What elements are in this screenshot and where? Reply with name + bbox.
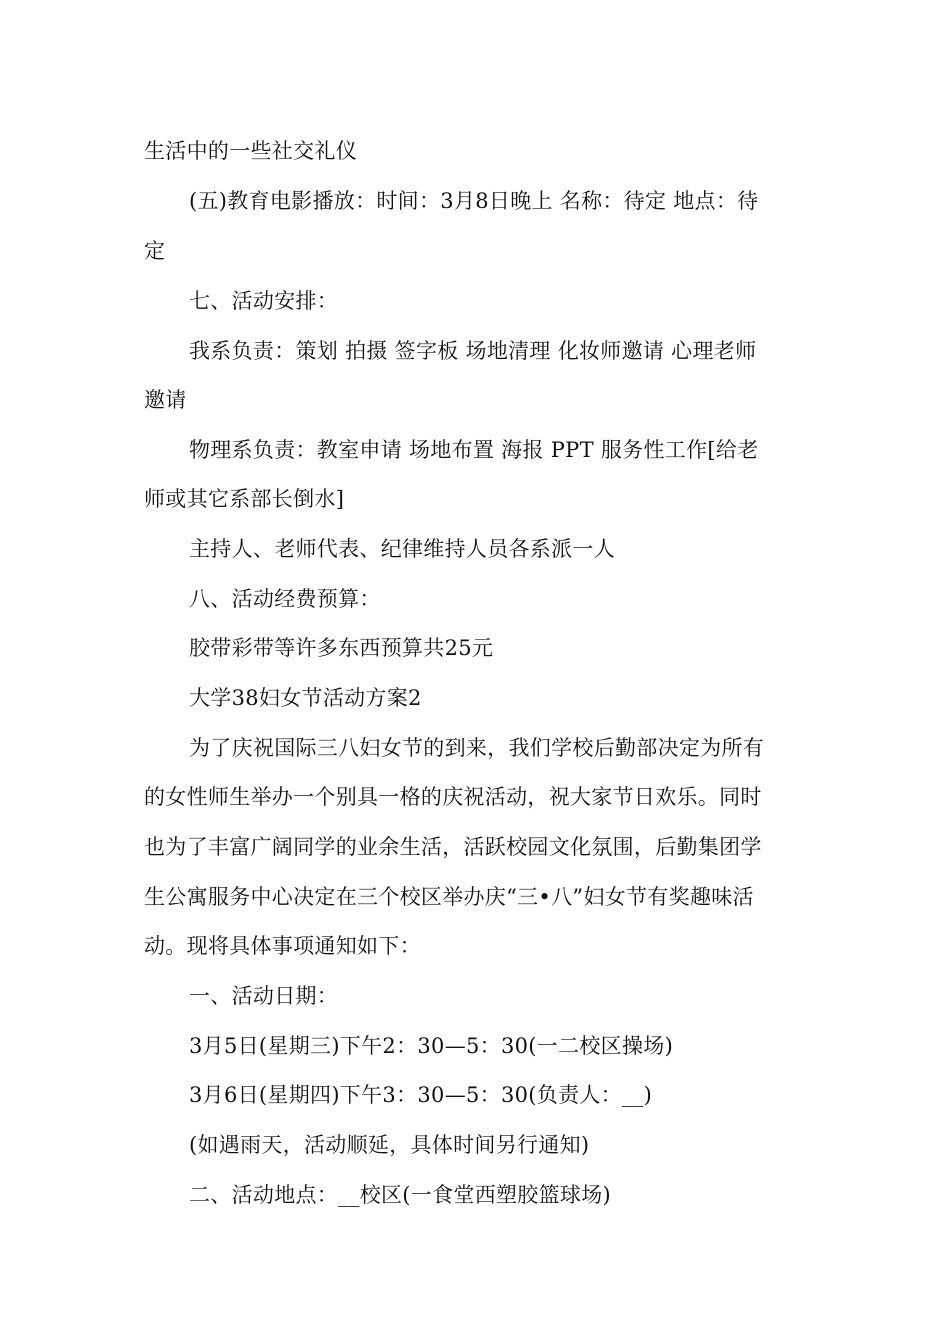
section-heading: 七、活动安排： bbox=[189, 289, 339, 313]
text-line: 胶带彩带等许多东西预算共25元 bbox=[189, 636, 494, 660]
text-line: (五)教育电影播放：时间：3月8日晚上 名称：待定 地点：待 bbox=[189, 189, 759, 213]
section-heading: 一、活动日期： bbox=[189, 984, 339, 1008]
text-line: 师或其它系部长倒水] bbox=[144, 487, 345, 511]
text-line: 生活中的一些社交礼仪 bbox=[144, 139, 357, 163]
document-title: 大学38妇女节活动方案2 bbox=[189, 686, 422, 710]
text-line: 主持人、老师代表、纪律维持人员各系派一人 bbox=[189, 537, 615, 561]
text-line: 定 bbox=[144, 239, 166, 263]
text-line: 的女性师生举办一个别具一格的庆祝活动，祝大家节日欢乐。同时 bbox=[144, 785, 762, 809]
text-line: 3月6日(星期四)下午3：30—5：30(负责人：__) bbox=[189, 1083, 653, 1107]
text-line: 生公寓服务中心决定在三个校区举办庆“三•八”妇女节有奖趣味活 bbox=[144, 885, 754, 909]
text-line: 也为了丰富广阔同学的业余生活，活跃校园文化氛围，后勤集团学 bbox=[144, 835, 762, 859]
text-line: 物理系负责：教室申请 场地布置 海报 PPT 服务性工作[给老 bbox=[189, 438, 759, 462]
section-heading: 二、活动地点：__校区(一食堂西塑胶篮球场) bbox=[189, 1183, 611, 1207]
text-line: (如遇雨天，活动顺延，具体时间另行通知) bbox=[189, 1133, 590, 1157]
text-line: 为了庆祝国际三八妇女节的到来，我们学校后勤部决定为所有 bbox=[189, 736, 765, 760]
text-line: 我系负责：策划 拍摄 签字板 场地清理 化妆师邀请 心理老师 bbox=[189, 339, 757, 363]
section-heading: 八、活动经费预算： bbox=[189, 587, 381, 611]
text-line: 邀请 bbox=[144, 388, 187, 412]
text-line: 3月5日(星期三)下午2：30—5：30(一二校区操场) bbox=[189, 1034, 674, 1058]
text-line: 动。现将具体事项通知如下： bbox=[144, 934, 421, 958]
